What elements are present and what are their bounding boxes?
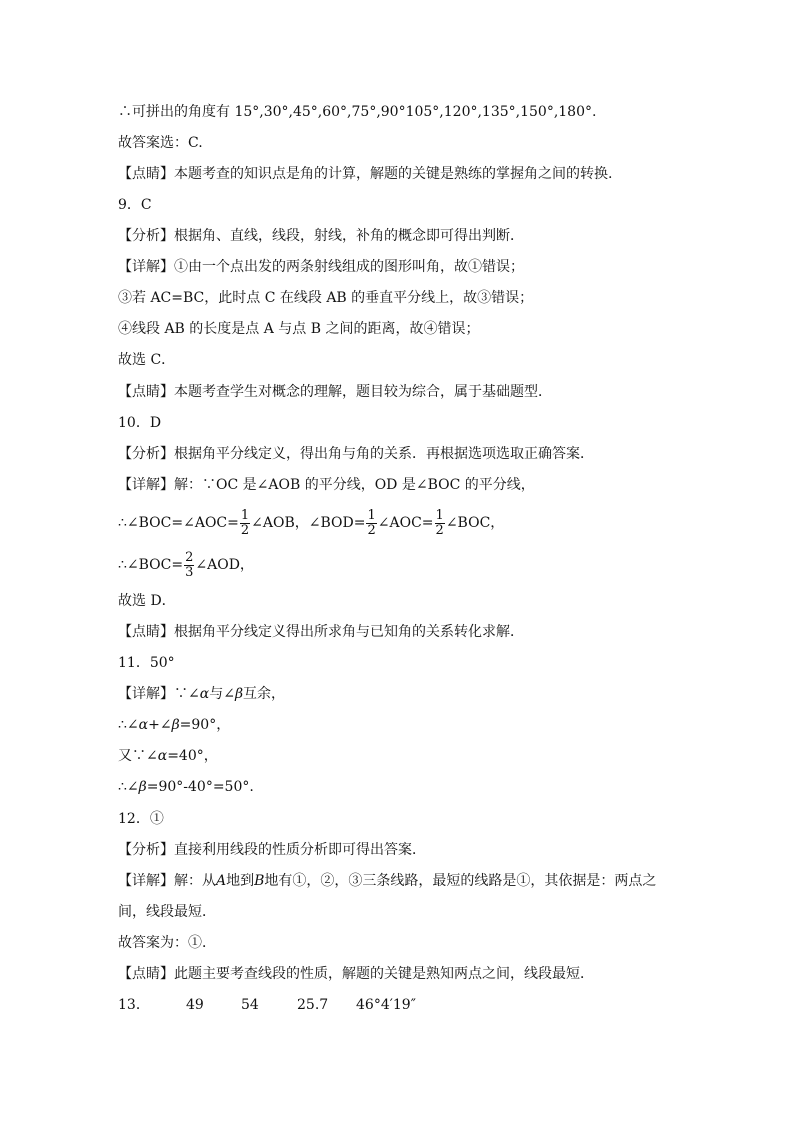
question-13-answers: [118, 995, 416, 1015]
eq-text: 互余，: [243, 686, 286, 702]
text-line: 【详解】解：∵OC 是∠AOB 的平分线，OD 是∠BOC 的平分线，: [118, 477, 535, 493]
eq-text: +∠: [148, 717, 172, 733]
text-line: 【点睛】本题考查的知识点是角的计算，解题的关键是熟练的掌握角之间的转换.: [118, 166, 613, 182]
fraction-numerator: 2: [185, 549, 194, 565]
text-line: ∴可拼出的角度有 15°,30°,45°,60°,75°,90°105°,120°,135°,150°,180°.: [118, 104, 597, 120]
text-line: ④线段 AB 的长度是点 A 与点 B 之间的距离，故④错误；: [118, 321, 480, 337]
fraction: [366, 509, 376, 538]
greek-beta: β: [234, 686, 244, 702]
point-label: A: [216, 873, 227, 889]
text-line: 【分析】直接利用线段的性质分析即可得出答案．: [118, 842, 426, 858]
eq-text: 与∠: [209, 686, 235, 702]
eq-text: ∠AOB，∠BOD=: [251, 515, 366, 531]
greek-alpha: α: [138, 717, 149, 733]
eq-text: =90°，: [179, 717, 231, 733]
equation-line: [118, 746, 218, 766]
text-line: 【点睛】本题考查学生对概念的理解，题目较为综合，属于基础题型．: [118, 384, 552, 400]
answer-blank: 54: [241, 997, 259, 1013]
question-number: 13．: [118, 997, 150, 1013]
answer-blank: 46°4′19″: [356, 997, 416, 1013]
text-line: 【详解】①由一个点出发的两条射线组成的图形叫角，故①错误；: [118, 259, 524, 275]
text-line: 【点睛】此题主要考查线段的性质，解题的关键是熟知两点之间，线段最短．: [118, 966, 594, 982]
answer-blank: 25.7: [297, 997, 329, 1013]
eq-text: ∴∠BOC=∠AOC=: [118, 515, 239, 531]
text-line: ③若 AC=BC，此时点 C 在线段 AB 的垂直平分线上，故③错误；: [118, 290, 534, 306]
equation-line: [118, 715, 230, 735]
text-line: 【分析】根据角、直线，线段，射线，补角的概念即可得出判断．: [118, 228, 524, 244]
fraction: [435, 509, 445, 538]
eq-text: 地有①，②，③三条线路，最短的线路是①，其依据是：两点之: [264, 873, 657, 889]
question-number: 12．①: [118, 811, 164, 827]
greek-beta: β: [138, 779, 147, 795]
question-number: 9．C: [118, 197, 152, 213]
question-number: 11．50°: [118, 655, 175, 671]
eq-text: 【详解】∵∠: [118, 686, 200, 702]
eq-text: ∠BOC，: [445, 515, 505, 531]
text-line: 故选 C．: [118, 352, 176, 368]
question-number: 10．D: [118, 415, 162, 431]
text-line: 【点睛】根据角平分线定义得出所求角与已知角的关系转化求解．: [118, 624, 524, 640]
equation-line: [118, 871, 656, 891]
eq-text: ∴∠BOC=: [118, 557, 184, 573]
fraction-denominator: 2: [367, 522, 376, 538]
eq-text: 又∵∠: [118, 748, 158, 764]
equation-line: [118, 684, 285, 704]
point-label: B: [254, 873, 265, 889]
fraction: [184, 551, 194, 580]
greek-alpha: α: [157, 748, 168, 764]
greek-beta: β: [171, 717, 180, 733]
equation-line: [118, 777, 254, 797]
fraction: [240, 509, 250, 538]
text-line: 间，线段最短．: [118, 904, 216, 920]
fraction-numerator: 1: [240, 507, 250, 523]
text-line: 故答案选：C.: [118, 135, 203, 151]
fraction-denominator: 3: [185, 564, 194, 580]
fraction-numerator: 1: [367, 507, 376, 523]
eq-text: 【详解】解：从: [118, 873, 216, 889]
eq-text: =40°，: [167, 748, 218, 764]
eq-text: ∠AOC=: [377, 515, 434, 531]
answer-blank: 49: [186, 997, 204, 1013]
eq-text: ∴∠: [118, 779, 139, 795]
equation-line: [118, 548, 254, 582]
fraction-numerator: 1: [435, 507, 444, 523]
text-line: 【分析】根据角平分线定义，得出角与角的关系．再根据选项选取正确答案．: [118, 446, 594, 462]
text-line: 故选 D．: [118, 593, 176, 609]
fraction-denominator: 2: [240, 522, 250, 538]
eq-text: =90°-40°=50°.: [146, 779, 254, 795]
equation-line: [118, 506, 504, 540]
greek-alpha: α: [199, 686, 210, 702]
eq-text: ∠AOD，: [195, 557, 254, 573]
eq-text: 地到: [226, 873, 255, 889]
text-line: 故答案为：①．: [118, 935, 216, 951]
fraction-denominator: 2: [435, 522, 444, 538]
eq-text: ∴∠: [118, 717, 139, 733]
